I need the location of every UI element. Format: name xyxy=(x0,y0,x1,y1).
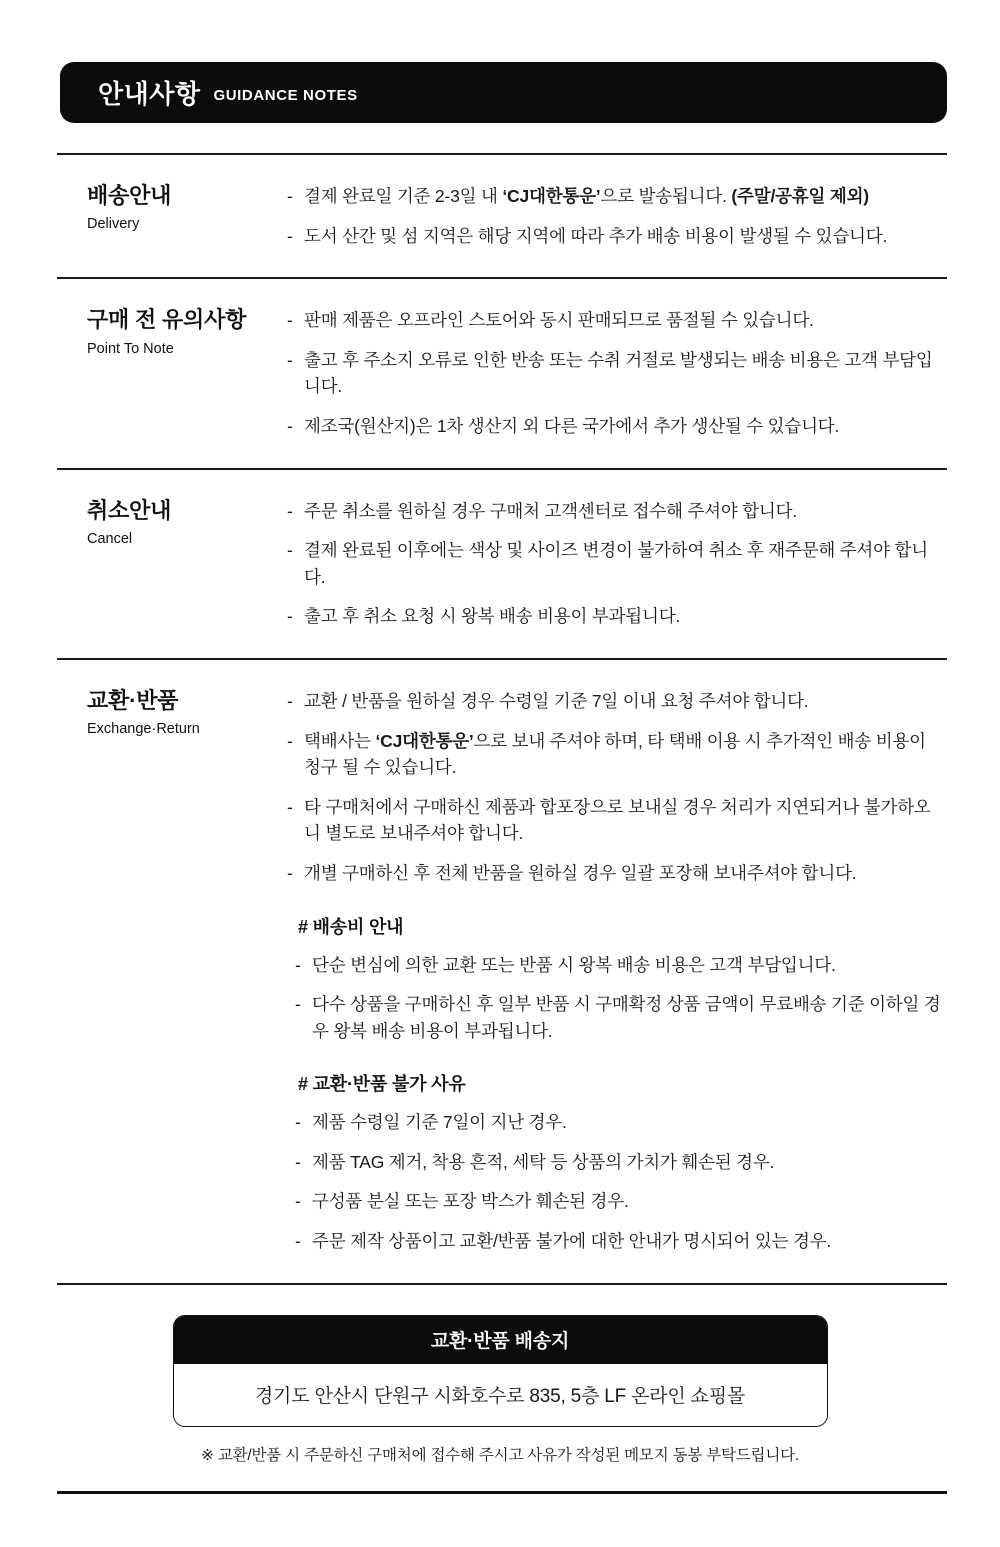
bullet-text: 제조국(원산지)은 1차 생산지 외 다른 국가에서 추가 생산될 수 있습니다. xyxy=(304,415,840,436)
bullet-dash: - xyxy=(287,186,293,206)
bullet-text-segment: 택배사는 xyxy=(304,730,376,751)
section-title-korean: 배송안내 xyxy=(87,183,172,208)
bullet-text: 제품 수령일 기준 7일이 지난 경우. xyxy=(312,1112,567,1133)
subsection xyxy=(287,913,947,1045)
bullet-text: 타 구매처에서 구매하신 제품과 합포장으로 보내실 경우 처리가 지연되거나 불가하오니 별도로 보내주셔야 합니다. xyxy=(304,796,931,844)
bullet-text: 구성품 분실 또는 포장 박스가 훼손된 경우. xyxy=(312,1191,629,1212)
sections-container xyxy=(0,153,1000,1285)
section-title-block xyxy=(87,498,287,630)
bullet-text: 제품 TAG 제거, 착용 흔적, 세탁 등 상품의 가치가 훼손된 경우. xyxy=(312,1151,775,1172)
section-point-to-note xyxy=(0,279,1000,467)
bullet-text: 도서 산간 및 섬 지역은 해당 지역에 따라 추가 배송 비용이 발생될 수 있습니다. xyxy=(304,225,888,246)
section-body xyxy=(287,688,947,1255)
bullet-text: 개별 구매하신 후 전체 반품을 원하실 경우 일괄 포장해 보내주셔야 합니다. xyxy=(304,862,857,883)
section-title-korean: 취소안내 xyxy=(87,497,172,523)
bullet-text-segment: 으로 보내 주셔야 하며, 타 택배 이용 시 추가적인 배송 비용이 청구 될 수 있습니다. xyxy=(304,730,926,778)
bullet-text: 결제 완료된 이후에는 색상 및 사이즈 변경이 불가하여 취소 후 재주문해 주셔야 합니다. xyxy=(304,540,928,587)
section-divider xyxy=(57,1283,947,1285)
bullet-item xyxy=(287,603,947,630)
bullet-item xyxy=(287,537,947,590)
bullet-list xyxy=(287,307,947,439)
bullet-item xyxy=(287,413,947,440)
section-delivery xyxy=(0,155,1000,277)
return-address-box-title: 교환·반품 배송지 xyxy=(174,1316,827,1364)
bullet-item xyxy=(287,183,947,210)
section-title-english: Exchange·Return xyxy=(87,721,200,738)
section-title-block xyxy=(87,307,287,439)
bullet-dash: - xyxy=(287,690,293,711)
bullet-text-bold-segment: (주말/공휴일 제외) xyxy=(731,186,869,206)
return-address-value: 경기도 안산시 단원구 시화호수로 835, 5층 LF 온라인 쇼핑몰 xyxy=(174,1364,827,1426)
bullet-dash: - xyxy=(287,796,293,817)
bullet-dash: - xyxy=(295,1191,301,1212)
bullet-dash: - xyxy=(287,606,293,627)
bullet-dash: - xyxy=(295,1231,301,1252)
bullet-item xyxy=(287,794,947,847)
bullet-text: 출고 후 취소 요청 시 왕복 배송 비용이 부과됩니다. xyxy=(304,606,681,627)
bullet-dash: - xyxy=(287,540,293,561)
bullet-text: 교환 / 반품을 원하실 경우 수령일 기준 7일 이내 요청 주셔야 합니다. xyxy=(304,690,809,711)
section-title-english: Cancel xyxy=(87,530,133,547)
bullet-dash: - xyxy=(287,349,293,370)
bullet-item xyxy=(287,728,947,781)
bullet-item xyxy=(287,860,947,887)
guidance-title-english: GUIDANCE NOTES xyxy=(213,86,358,104)
section-title-english: Delivery xyxy=(87,216,140,233)
bullet-text xyxy=(304,183,947,210)
bullet-item xyxy=(295,1188,947,1215)
bullet-dash: - xyxy=(287,415,293,436)
bullet-item xyxy=(287,223,947,250)
section-exchange-return xyxy=(0,660,1000,1283)
bullet-dash: - xyxy=(287,500,293,521)
bullet-item xyxy=(295,991,947,1044)
bullet-text xyxy=(304,728,947,781)
section-title-korean: 교환·반품 xyxy=(87,687,179,713)
section-body xyxy=(287,307,947,439)
section-body xyxy=(287,183,947,249)
bullet-dash: - xyxy=(295,1112,301,1133)
header-spacer xyxy=(0,123,1000,153)
subsection-bullet-list xyxy=(295,1109,947,1254)
bullet-list xyxy=(287,183,947,249)
bullet-item xyxy=(295,952,947,979)
bullet-dash: - xyxy=(287,310,293,331)
section-title-korean: 구매 전 유의사항 xyxy=(87,307,247,333)
bullet-dash: - xyxy=(295,954,301,975)
bullet-text-segment: 결제 완료일 기준 2-3일 내 xyxy=(304,186,503,206)
section-title-english: Point To Note xyxy=(87,340,174,357)
bullet-dash: - xyxy=(295,1151,301,1172)
bullet-dash: - xyxy=(287,862,293,883)
bullet-item xyxy=(295,1149,947,1176)
bullet-text: 단순 변심에 의한 교환 또는 반품 시 왕복 배송 비용은 고객 부담입니다. xyxy=(312,954,836,975)
bullet-text: 주문 취소를 원하실 경우 구매처 고객센터로 접수해 주셔야 합니다. xyxy=(304,500,797,521)
bullet-text: 출고 후 주소지 오류로 인한 반송 또는 수취 거절로 발생되는 배송 비용은 고객 부담입니다. xyxy=(304,349,933,397)
bullet-list xyxy=(287,498,947,630)
section-cancel xyxy=(0,470,1000,658)
bullet-item xyxy=(287,688,947,715)
bullet-text: 판매 제품은 오프라인 스토어와 동시 판매되므로 품절될 수 있습니다. xyxy=(304,310,814,331)
section-body xyxy=(287,498,947,630)
bullet-item xyxy=(287,307,947,334)
bullet-text: 주문 제작 상품이고 교환/반품 불가에 대한 안내가 명시되어 있는 경우. xyxy=(312,1231,832,1252)
bullet-item xyxy=(295,1228,947,1255)
bottom-divider xyxy=(57,1491,947,1494)
bullet-text-bold-segment: ‘CJ대한통운’ xyxy=(375,730,474,751)
bullet-list xyxy=(287,688,947,887)
bullet-text-bold-segment: ‘CJ대한통운’ xyxy=(502,186,601,206)
subsection-heading: # 배송비 안내 xyxy=(298,916,404,937)
guidance-header-bar xyxy=(60,62,947,123)
subsection-heading: # 교환·반품 불가 사유 xyxy=(298,1074,466,1095)
guidance-title-korean: 안내사항 xyxy=(98,79,201,109)
bullet-text: 다수 상품을 구매하신 후 일부 반품 시 구매확정 상품 금액이 무료배송 기준 이하일 경우 왕복 배송 비용이 부과됩니다. xyxy=(312,994,941,1041)
section-title-block xyxy=(87,688,287,1255)
section-title-block xyxy=(87,183,287,249)
bullet-item xyxy=(287,498,947,525)
subsection-bullet-list xyxy=(295,952,947,1045)
bullet-text-segment: 으로 발송됩니다. xyxy=(600,186,732,206)
bullet-item xyxy=(295,1109,947,1136)
subsection xyxy=(287,1070,947,1254)
return-note: ※ 교환/반품 시 주문하신 구매처에 접수해 주시고 사유가 작성된 메모지 동봉 부탁드립니다. xyxy=(200,1446,799,1464)
bullet-dash: - xyxy=(295,994,301,1015)
bullet-item xyxy=(287,347,947,400)
bullet-dash: - xyxy=(287,225,293,246)
return-address-box xyxy=(173,1315,828,1427)
bullet-dash: - xyxy=(287,730,293,751)
